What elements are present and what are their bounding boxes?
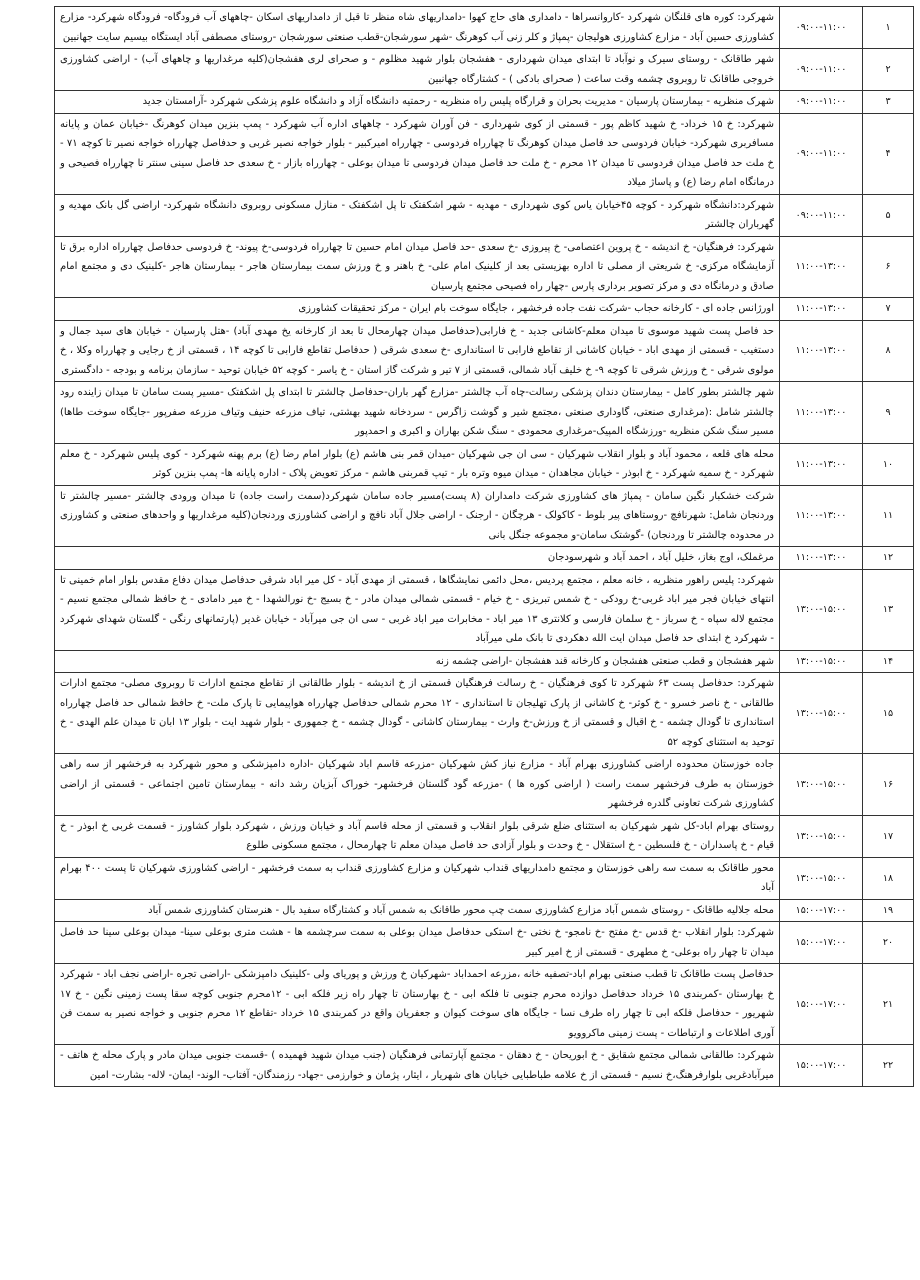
row-number: ۴ xyxy=(863,113,914,194)
table-row xyxy=(55,485,914,547)
time-range: ۱۱:۰۰-۱۳:۰۰ xyxy=(780,382,863,444)
time-range: ۱۳:۰۰-۱۵:۰۰ xyxy=(780,815,863,857)
time-range: ۱۱:۰۰-۱۳:۰۰ xyxy=(780,443,863,485)
row-number: ۱۸ xyxy=(863,857,914,899)
outage-areas: شهر هفشجان و قطب صنعتی هفشجان و کارخانه قند هفشجان -اراضی چشمه زنه xyxy=(55,650,780,673)
row-number: ۱ xyxy=(863,7,914,49)
outage-areas: محور طاقانک به سمت سه راهی خوزستان و مجتمع دامداریهای قنداب شهرکیان و مزارع کشاورزی قنداب به سمت فرخشهر - اراضی کشاورزی شهرکیان تا پست ۴۰۰ بهرام آباد xyxy=(55,857,780,899)
outage-areas: شهرکرد: حدفاصل پست ۶۳ شهرکرد تا کوی فرهنگیان - خ رسالت فرهنگیان قسمتی از خ اندیشه - بلوار طالقانی از تقاطع مجتمع ادارات تا روبروی مصلی- مجتمع ادارات طالقانی - خ ناصر خسرو - خ کوثر- خ کاشانی از پارک تهلیجان تا استانداری - ۱۲ محرم شمالی حدفاصل چهارراه هواپیمایی تا پارک ملت- خ حافظ شمالی حد فاصل چهارراه استانداری تا گودال چشمه - خ اقبال و قسمتی از خ ورزش-خ وارث - بیمارستان کاشانی - گودال چشمه - خ جمهوری - بلوار شهید ایت - بلوار ۱۳ ابان تا میدان علم الهدی - خ توحید به استثنای کوچه ۵۲ xyxy=(55,673,780,754)
table-row xyxy=(55,673,914,754)
time-range: ۱۵:۰۰-۱۷:۰۰ xyxy=(780,964,863,1045)
outage-areas: شهرکرد:دانشگاه شهرکرد - کوچه ۴۵خیابان یاس کوی شهرداری - مهدیه - شهر اشکفتک تا پل اشکفتک - منازل مسکونی روبروی دانشگاه شهرکرد- اراضی گل بانک مهدیه و گهرباران چالشتر xyxy=(55,194,780,236)
row-number: ۶ xyxy=(863,236,914,298)
table-row xyxy=(55,1045,914,1087)
row-number: ۲۲ xyxy=(863,1045,914,1087)
row-number: ۷ xyxy=(863,298,914,321)
table-row xyxy=(55,7,914,49)
outage-areas: مرغملک، اوج بغاز، خلیل آباد ، احمد آباد و شهرسودجان xyxy=(55,547,780,570)
outage-areas: حد فاصل پست شهید موسوی تا میدان معلم-کاشانی جدید - خ فارابی(حدفاصل میدان چهارمحال تا بعد از کارخانه یخ مهدی آباد) -هتل پارسیان - خیابان های سید جمال و دستغیب - قسمتی از مهدی اباد - خیابان کاشانی از تقاطع فارابی تا استانداری -خ سعدی شرقی ( حدفاصل تقاطع فارابی تا کوچه ۱۴ ، قسمتی از خ رجایی و چهارراه وکلا ، خ مولوی شرقی - خ ورزش شرقی تا کوچه ۹- خ خلیف آباد شمالی، قسمتی از ۷ تیر و شرکت گاز استان - خ یاسر - کوچه ۵۲ خیابان توحید - سازمان برنامه و بودجه - دادگستری xyxy=(55,320,780,382)
outage-areas: روستای بهرام اباد-کل شهر شهرکیان به استثنای ضلع شرقی بلوار انقلاب و قسمتی از محله قاسم آباد و خیابان ورزش ، شهرکرد بلوار کشاورز - قسمت غربی خ ابوذر - خ قیام - خ پاسداران - خ فلسطین - خ استقلال - خ وحدت و بلوار آزادی حد فاصل میدان معلم تا چهارمحال ، مجتمع مسکونی طلوع xyxy=(55,815,780,857)
outage-areas: شهرکرد: طالقانی شمالی مجتمع شقایق - خ ابوریحان - خ دهقان - مجتمع آپارتمانی فرهنگیان (جنب میدان شهید فهمیده ) -قسمت جنوبی میدان مادر و پارک محله خ هاتف - میرآبادغربی بلوارفرهنگ،خ نسیم - قسمتی از خ علامه طباطبایی خیابان های شهریار ، ایثار، پژمان و خوارزمی -جهاد- رزمندگان- آفتاب- الوند- ایمان- لاله- بشارت- امین xyxy=(55,1045,780,1087)
table-row xyxy=(55,236,914,298)
table-row xyxy=(55,815,914,857)
row-number: ۱۷ xyxy=(863,815,914,857)
outage-areas: شهرکرد: بلوار انقلاب -خ قدس -خ مفتح -خ نامجو- خ نختی -خ استکی حدفاصل میدان بوعلی به سمت سرچشمه ها - هشت متری بوعلی سینا- میدان بوعلی سینا حد فاصل میدان تا چهار راه بوعلی- خ مطهری - قسمتی از خ امیر کبیر xyxy=(55,922,780,964)
table-row xyxy=(55,320,914,382)
outage-areas: شهرکرد: کوره های قلنگان شهرکرد -کاروانسراها - دامداری های حاج کهوا -دامداریهای شاه منظر تا قبل از دامداریهای اسکان -چاههای آب فرودگاه- فرودگاه شهرکرد- مزارع کشاورزی حسین آباد - مزارع کشاورزی هولیجان -پمپاژ و کلر زنی آب کوهرنگ -شهر سورشجان-قطب صنعتی سورشجان -روستای مصطفی آباد ایستگاه بیسیم سایت جهانبین xyxy=(55,7,780,49)
time-range: ۱۵:۰۰-۱۷:۰۰ xyxy=(780,922,863,964)
time-range: ۱۱:۰۰-۱۳:۰۰ xyxy=(780,298,863,321)
row-number: ۱۹ xyxy=(863,899,914,922)
time-range: ۱۱:۰۰-۱۳:۰۰ xyxy=(780,320,863,382)
row-number: ۱۲ xyxy=(863,547,914,570)
row-number: ۹ xyxy=(863,382,914,444)
time-range: ۱۱:۰۰-۱۳:۰۰ xyxy=(780,236,863,298)
outage-areas: شهرکرد: خ ۱۵ خرداد- خ شهید کاظم پور - قسمتی از کوی شهرداری - فن آوران شهرکرد - چاههای اداره آب شهرکرد - پمپ بنزین میدان کوهرنگ -خیابان عمان و پایانه مسافربری شهرکرد- خیابان فردوسی حد فاصل میدان کوهرنگ تا چهارراه فردوسی - چهارراه امیرکبیر - بلوار خواجه نصیر غربی و حدفاصل چهارراه خواجه نصیر تا کوچه ۷۱ - خ ملت حد فاصل میدان فردوسی تا میدان ۱۲ محرم - خ ملت حد فاصل میدان فردوسی تا میدان بوعلی - چهارراه بازار - خ سعدی حد فاصل سینی سنتر تا چهارراه فصیحی و درمانگاه امام رضا (ع) و پاساژ میلاد xyxy=(55,113,780,194)
time-range: ۰۹:۰۰-۱۱:۰۰ xyxy=(780,49,863,91)
row-number: ۸ xyxy=(863,320,914,382)
row-number: ۳ xyxy=(863,91,914,114)
table-row xyxy=(55,194,914,236)
table-row xyxy=(55,754,914,816)
outage-areas: شهر چالشتر بطور کامل - بیمارستان دندان پزشکی رسالت-چاه آب چالشتر -مزارع گهر باران-حدفاصل چالشتر تا ابتدای پل اشکفتک -مسیر پست سامان تا میدان زاینده رود چالشتر شامل :(مرغداری صنعتی، گاوداری صنعتی ،مجتمع شیر و گوشت زاگرس - سردخانه شهید بهشتی، تیاف مزرعه حنیف وتیاف مزرعه صفرپور -جایگاه سوخت طاها) مسیر سنگ شکن منظریه -ورزشگاه المپیک-مرغداری محمودی - سنگ شکن بهاران و اکبری و احمدپور xyxy=(55,382,780,444)
outage-schedule-table xyxy=(54,6,914,1087)
time-range: ۰۹:۰۰-۱۱:۰۰ xyxy=(780,7,863,49)
table-row xyxy=(55,443,914,485)
outage-areas: محله های قلعه ، محمود آباد و بلوار انقلاب شهرکیان - سی ان جی شهرکیان -میدان قمر بنی هاشم (ع) بلوار امام رضا (ع) برم پهنه شهرکرد - کوی پلیس شهرکرد - خ معلم شهرکرد - خ سمیه شهرکرد - خ ابوذر - خیابان مجاهدان - میدان میوه وتره بار - تیپ قمربنی هاشم - مرکز تعویض پلاک - اداره پایانه ها- پمپ بنزین کوثر xyxy=(55,443,780,485)
row-number: ۵ xyxy=(863,194,914,236)
table-row xyxy=(55,382,914,444)
outage-areas: شهرکرد: فرهنگیان- خ اندیشه - خ پروین اعتصامی- خ پیروزی -خ سعدی -حد فاصل میدان امام حسین تا چهارراه فردوسی-خ پیوند- خ فردوسی حدفاصل چهارراه اداره برق تا آزمایشگاه مرکزی- خ شریعتی از مصلی تا اداره بهزیستی بعد از کلینیک امام علی- خ باهنر و خ ورزش سمت بیمارستان هاجر - بیمارستان هاجر -کلینیک دی و مجتمع امام صادق و درمانگاه دی و مرکز تصویر برداری پارس -چهار راه فصیحی مجتمع پارسیان xyxy=(55,236,780,298)
time-range: ۱۳:۰۰-۱۵:۰۰ xyxy=(780,857,863,899)
time-range: ۰۹:۰۰-۱۱:۰۰ xyxy=(780,113,863,194)
row-number: ۱۳ xyxy=(863,569,914,650)
table-row xyxy=(55,298,914,321)
table-row xyxy=(55,569,914,650)
table-row xyxy=(55,113,914,194)
table-row xyxy=(55,857,914,899)
table-row xyxy=(55,547,914,570)
time-range: ۱۳:۰۰-۱۵:۰۰ xyxy=(780,569,863,650)
outage-areas: شهر طاقانک - روستای سیرک و نوآباد تا ابتدای میدان شهرداری - هفشجان بلوار شهید مظلوم - و صحرای لری هفشجان(کلیه مرغداریها و چاههای آب) - اراضی کشاورزی خروجی طاقانک تا روبروی چشمه وقت ساعت ( صحرای بادکی ) - کشتارگاه جهانبین xyxy=(55,49,780,91)
table-row xyxy=(55,964,914,1045)
outage-areas: شهرکرد: پلیس راهور منظریه ، خانه معلم ، مجتمع پردیس ،محل دائمی نمایشگاها ، قسمتی از مهدی آباد - کل میر اباد شرقی حدفاصل میدان دفاع مقدس بلوار امام خمینی تا انتهای خیابان فجر میر اباد غربی-خ رودکی - خ شمس تبریزی - خ خیام - قسمتی شمالی میدان مادر - خ بسیج -خ نورالشهدا - خ میر دامادی - خ حافظ شمالی مجتمع نسیم - مجتمع لاله سپاه - خ سرباز - خ سلمان فارسی و کلانتری ۱۳ میر اباد - مخابرات میر اباد غربی - سی ان جی میرآباد - خیابان غدیر (پارتمانهای رنگی - گلستان شهدای شهرکرد - شهرکرد خ ابتدای حد فاصل میدان ایت الله دهکردی تا بانک ملی میرآباد xyxy=(55,569,780,650)
time-range: ۱۵:۰۰-۱۷:۰۰ xyxy=(780,899,863,922)
time-range: ۱۳:۰۰-۱۵:۰۰ xyxy=(780,754,863,816)
row-number: ۱۰ xyxy=(863,443,914,485)
row-number: ۲۰ xyxy=(863,922,914,964)
time-range: ۱۵:۰۰-۱۷:۰۰ xyxy=(780,1045,863,1087)
outage-areas: جاده خوزستان محدوده اراضی کشاورزی بهرام آباد - مزارع نیاز کش شهرکیان -مزرعه قاسم اباد شهرکیان -اداره دامپزشکی و محور شهرکرد به فرخشهر از سه راهی خوزستان به طرف فرخشهر سمت راست ( اراضی کوره ها ) -مزرعه گود گلستان فرخشهر- خوراک آبزیان رشد دانه - بیمارستان تامین اجتماعی - قسمتی از اراضی کشاورزی شرکت تعاونی گلدره فرخشهر xyxy=(55,754,780,816)
row-number: ۱۴ xyxy=(863,650,914,673)
time-range: ۱۳:۰۰-۱۵:۰۰ xyxy=(780,650,863,673)
time-range: ۱۳:۰۰-۱۵:۰۰ xyxy=(780,673,863,754)
table-row xyxy=(55,922,914,964)
time-range: ۱۱:۰۰-۱۳:۰۰ xyxy=(780,547,863,570)
table-row xyxy=(55,899,914,922)
table-row xyxy=(55,91,914,114)
time-range: ۱۱:۰۰-۱۳:۰۰ xyxy=(780,485,863,547)
outage-areas: اورژانس جاده ای - کارخانه حجاب -شرکت نفت جاده فرخشهر ، جایگاه سوخت بام ایران - مرکز تحقیقات کشاورزی xyxy=(55,298,780,321)
outage-areas: محله جلالیه طاقانک - روستای شمس آباد مزارع کشاورزی سمت چپ محور طاقانک به شمس آباد و کشتارگاه سفید بال - هنرستان کشاورزی شمس آباد xyxy=(55,899,780,922)
table-row xyxy=(55,650,914,673)
outage-areas: حدفاصل پست طاقانک تا قطب صنعتی بهرام اباد-تصفیه خانه ،مزرعه احمداباد -شهرکیان خ ورزش و پوریای ولی -کلینیک دامپزشکی -اراضی تجره -اراضی نجف اباد - شهرکرد خ بهارستان -کمربندی ۱۵ خرداد حدفاصل دوازده محرم جنوبی تا فلکه ابی - خ بهارستان تا چهار راه زیر فلکه ابی - ۱۲محرم جنوبی کوچه سقا پست زمینی نگین - خ ۱۷ شهریور - حدفاصل فلکه ابی تا چهار راه طرف نسا - جایگاه های سوخت کیوان و جعفریان واقع در کمربندی ۱۵ خرداد -تقاطع ۱۲ محرم جنوبی و خواجه نصیر به سمت فن آوری اطلاعات و ارتباطات - پست زمینی ماکروویو xyxy=(55,964,780,1045)
table-row xyxy=(55,49,914,91)
row-number: ۱۱ xyxy=(863,485,914,547)
row-number: ۱۵ xyxy=(863,673,914,754)
row-number: ۱۶ xyxy=(863,754,914,816)
outage-areas: شهرک منظریه - بیمارستان پارسیان - مدیریت بحران و قرارگاه پلیس راه منظریه - رحمتیه دانشگاه آزاد و دانشگاه علوم پزشکی شهرکرد -آرامستان جدید xyxy=(55,91,780,114)
time-range: ۰۹:۰۰-۱۱:۰۰ xyxy=(780,91,863,114)
time-range: ۰۹:۰۰-۱۱:۰۰ xyxy=(780,194,863,236)
row-number: ۲۱ xyxy=(863,964,914,1045)
row-number: ۲ xyxy=(863,49,914,91)
outage-areas: شرکت خشکبار نگین سامان - پمپاژ های کشاورزی شرکت دامداران (۸ پست)مسیر جاده سامان شهرکرد(سمت راست جاده) تا میدان ورودی چالشتر -مسیر چالشتر تا وردنجان شامل: شهرنافچ -روستاهای پیر بلوط - کاکولک - هرچگان - ارجنک - اراضی جلال آباد نافچ و اراضی کشاورزی وردنجان(کلیه مرغداریها و واحدهای صنعتی و کشاورزی در محدوده چالشتر تا وردنجان) -گوشتک سامان-و مجموعه جنگل بانی xyxy=(55,485,780,547)
